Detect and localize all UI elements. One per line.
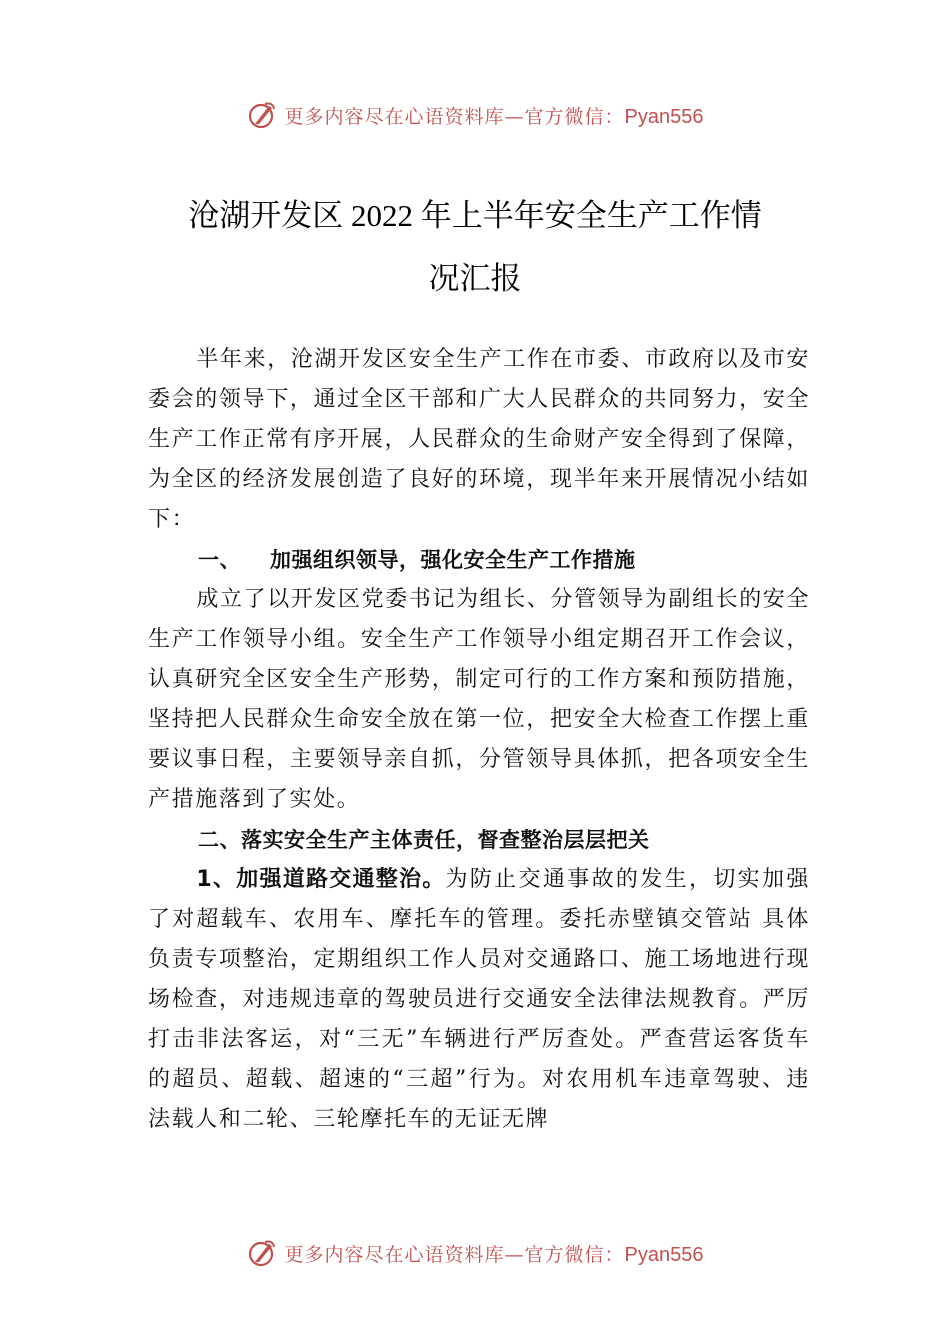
item-1-lead: 1、加强道路交通整治。 [196,867,446,892]
footer-watermark [0,1233,950,1273]
quill-logo-icon [247,1238,277,1268]
intro-paragraph: 半年来，沧湖开发区安全生产工作在市委、市政府以及市安委会的领导下，通过全区干部和广大人民群众的共同努力，安全生产工作正常有序开展，人民群众的生命财产安全得到了保障，为全区的经济发展创造了良好的环境，现半年来开展情况小结如下： [148,347,810,532]
item-1-body: 为防止交通事故的发生，切实加强了对超载车、农用车、摩托车的管理。委托赤壁镇交管站 具体负责专项整治，定期组织工作人员对交通路口、施工场地进行现场检查，对违规违章的驾驶员进行交通安全法律法规教育。严厉打击非法客运，对“三无”车辆进行严厉查处。严查营运客货车的超员、超载、超速的“三超”行为。对农用机车违章驾驶、违法载人和二轮、三轮摩托车的无证无牌 [148,867,810,1132]
watermark-text: 更多内容尽在心语资料库—官方微信：Pyan556 [284,105,704,128]
header-watermark [0,95,950,135]
quill-logo-icon [247,100,277,130]
section-1-paragraph: 成立了以开发区党委书记为组长、分管领导为副组长的安全生产工作领导小组。安全生产工作领导小组定期召开工作会议，认真研究全区安全生产形势，制定可行的工作方案和预防措施，坚持把人民群众生命安全放在第一位，把安全大检查工作摆上重要议事日程，主要领导亲自抓，分管领导具体抓，把各项安全生产措施落到了实处。 [148,587,810,812]
document-title-line-1: 沧湖开发区 2022 年上半年安全生产工作情 [188,198,762,233]
section-1-number: 一、 [198,548,241,572]
document-body [148,340,810,1140]
section-1-title: 加强组织领导，强化安全生产工作措施 [270,548,636,572]
watermark-text: 更多内容尽在心语资料库—官方微信：Pyan556 [284,1243,704,1266]
watermark-wechat-id: Pyan556 [624,1243,704,1266]
section-1-heading [148,540,810,580]
document-title-line-2: 况汇报 [428,261,522,296]
section-2-heading: 二、落实安全生产主体责任，督查整治层层把关 [198,828,650,852]
watermark-wechat-id: Pyan556 [624,105,704,128]
section-2-item-1-paragraph [148,860,810,1140]
